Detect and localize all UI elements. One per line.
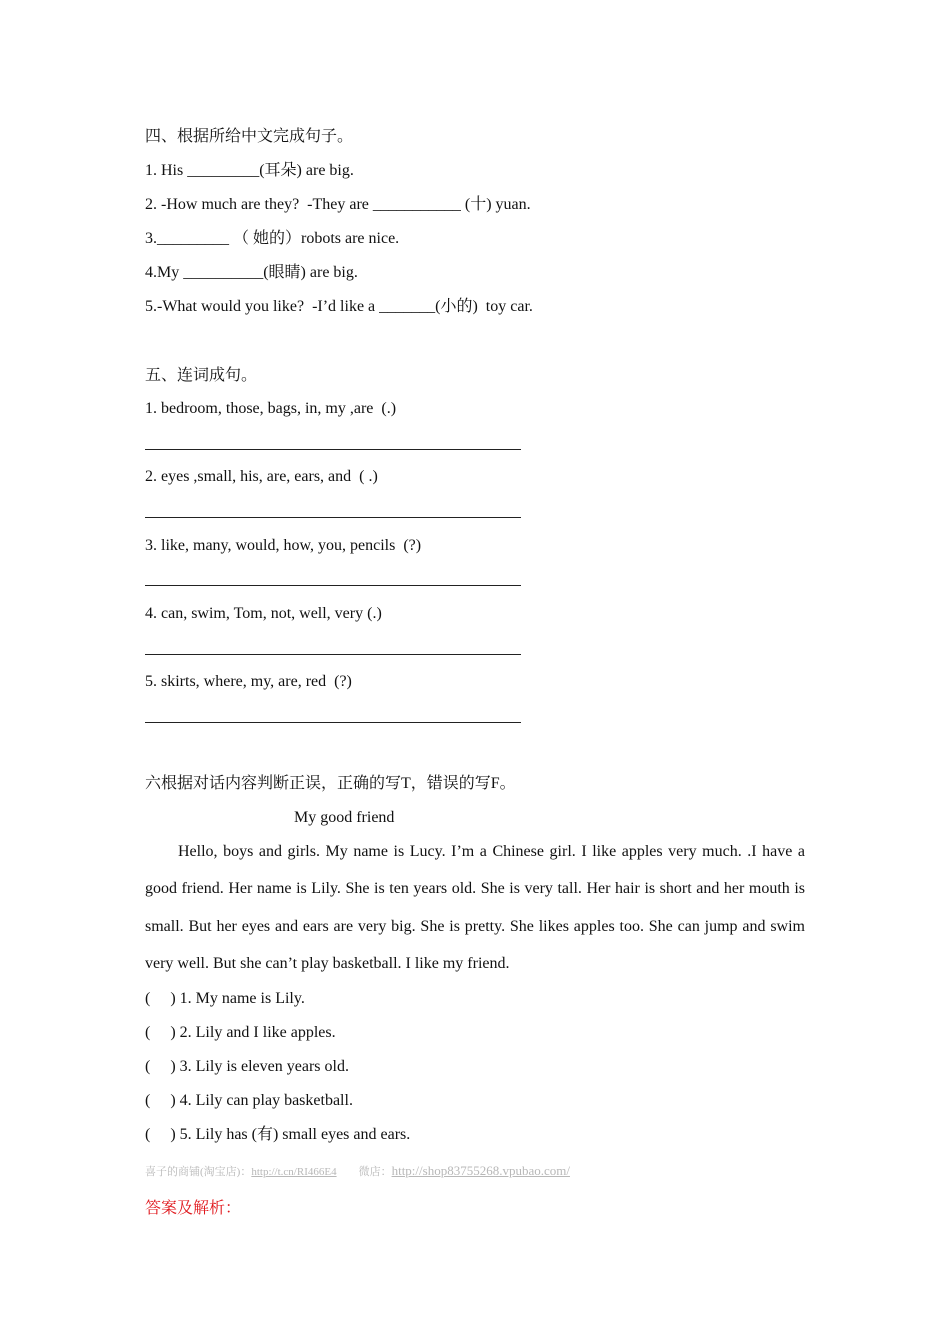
- section5-item-4: 4. can, swim, Tom, not, well, very (.): [145, 605, 382, 622]
- section5-item-5: 5. skirts, where, my, are, red (?): [145, 673, 352, 690]
- section5-item-1: 1. bedroom, those, bags, in, my ,are (.): [145, 400, 397, 417]
- micro-shop-label: 微店：: [358, 1166, 392, 1178]
- section4-item-3: 3._________ （ 她的）robots are nice.: [145, 230, 400, 247]
- section4-item-5: 5.-What would you like? -I’d like a _______(小的) toy car.: [145, 298, 533, 315]
- statement-3: ( ) 3. Lily is eleven years old.: [145, 1058, 349, 1075]
- section4-item-2: 2. -How much are they? -They are ___________ (十) yuan.: [145, 196, 531, 213]
- answer-heading: 答案及解析：: [145, 1200, 242, 1217]
- statement-4: ( ) 4. Lily can play basketball.: [145, 1092, 353, 1109]
- shop-link[interactable]: http://t.cn/RI466E4: [251, 1166, 337, 1178]
- passage-title: My good friend: [294, 809, 395, 826]
- section6-heading: 六根据对话内容判断正误，正确的写T，错误的写F。: [145, 775, 516, 792]
- section5-item-3: 3. like, many, would, how, you, pencils (?): [145, 537, 422, 554]
- statement-1: ( ) 1. My name is Lily.: [145, 990, 305, 1007]
- watermark-footer: [145, 1163, 570, 1179]
- reading-passage: Hello, boys and girls. My name is Lucy. I’m a Chinese girl. I like apples very much. .I have a good friend. Her name is Lily. She is ten years old. She is very tall. Her hair is short and her mouth is small. But her eyes and ears are very big. She is pretty. She likes apples too. She can jump and swim very well. But she can’t play basketball. I like my friend.: [145, 843, 805, 972]
- section5-item-2: 2. eyes ,small, his, are, ears, and ( .): [145, 468, 378, 485]
- answer-line-4: [145, 654, 521, 655]
- statement-2: ( ) 2. Lily and I like apples.: [145, 1024, 336, 1041]
- answer-line-1: [145, 449, 521, 450]
- section5-heading: 五、连词成句。: [145, 367, 258, 384]
- answer-line-3: [145, 585, 521, 586]
- section4-item-1: 1. His _________(耳朵) are big.: [145, 162, 354, 179]
- micro-shop-link[interactable]: http://shop83755268.vpubao.com/: [391, 1163, 570, 1178]
- answer-line-2: [145, 517, 521, 518]
- shop-label: 喜子的商铺(淘宝店)：: [145, 1166, 252, 1178]
- section4-heading: 四、根据所给中文完成句子。: [145, 128, 354, 145]
- answer-line-5: [145, 722, 521, 723]
- statement-5: ( ) 5. Lily has (有) small eyes and ears.: [145, 1126, 411, 1143]
- section4-item-4: 4.My __________(眼睛) are big.: [145, 264, 358, 281]
